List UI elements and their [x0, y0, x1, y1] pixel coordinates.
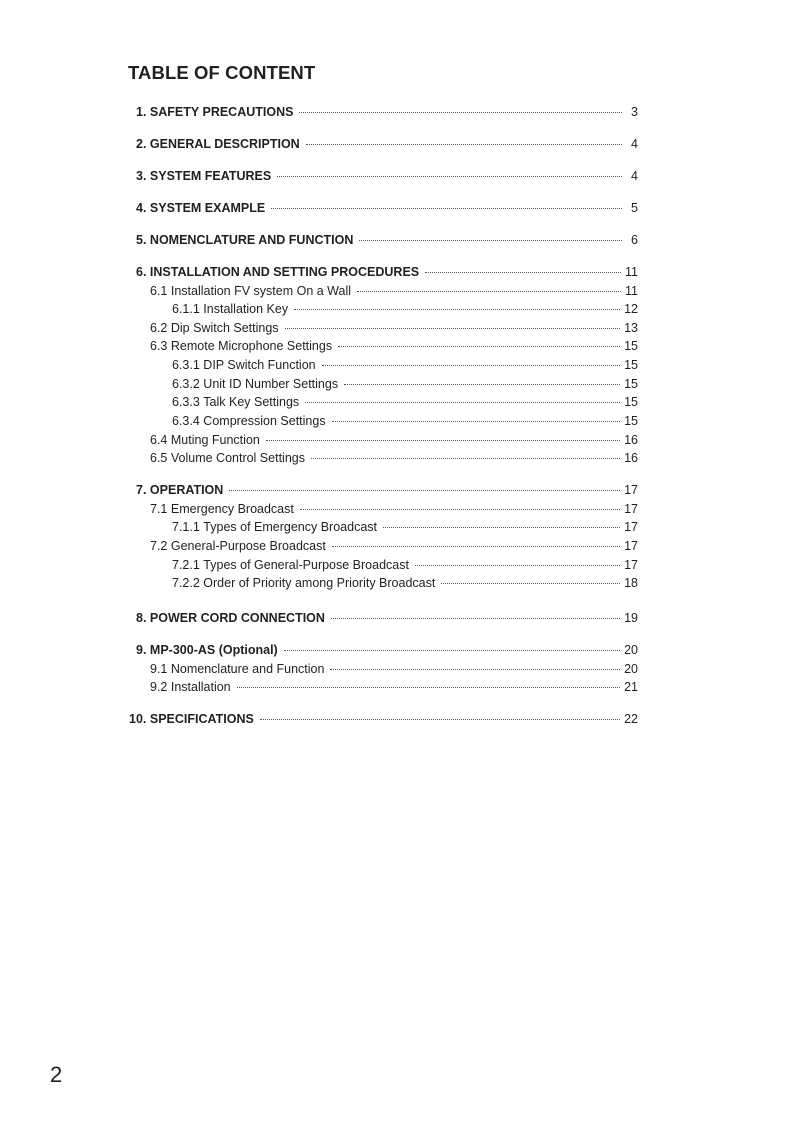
- toc-entry-title: SYSTEM EXAMPLE: [149, 201, 266, 215]
- toc-entry-page: 15: [624, 414, 638, 428]
- toc-entry: [150, 660, 638, 678]
- dot-leader: [415, 564, 620, 566]
- dot-leader: [383, 526, 620, 528]
- toc-entry-number: 9.2: [150, 680, 168, 694]
- toc-entry-title: Dip Switch Settings: [170, 321, 279, 335]
- toc-entry: [136, 263, 638, 281]
- toc-entry-page: 17: [624, 502, 638, 516]
- toc-entry-page: 15: [624, 358, 638, 372]
- toc-entry-number: 3.: [136, 169, 147, 183]
- toc-entry-title: INSTALLATION AND SETTING PROCEDURES: [149, 265, 420, 279]
- toc-entry-title: OPERATION: [149, 483, 224, 497]
- toc-entry-page: 15: [624, 377, 638, 391]
- toc-entry-page: 17: [624, 520, 638, 534]
- dot-leader: [260, 718, 620, 720]
- dot-leader: [359, 239, 622, 241]
- dot-leader: [285, 327, 621, 329]
- toc-entry-number: 7.2: [150, 539, 168, 553]
- page-number: 2: [50, 1062, 63, 1087]
- toc-entry-page: 12: [624, 302, 638, 316]
- toc-entry-number: 7.: [136, 483, 147, 497]
- dot-leader: [299, 111, 622, 113]
- toc-entry-number: 4.: [136, 201, 147, 215]
- toc-entry-title: Emergency Broadcast: [170, 502, 294, 516]
- dot-leader: [332, 545, 620, 547]
- toc-entry-page: 20: [624, 643, 638, 657]
- toc-entry: [129, 710, 638, 728]
- toc-entry-number: 2.: [136, 137, 147, 151]
- toc-entry-title: Remote Microphone Settings: [170, 339, 333, 353]
- dot-leader: [331, 617, 620, 619]
- toc-entry: [150, 500, 638, 518]
- dot-leader: [266, 439, 620, 441]
- toc-entry-title: Volume Control Settings: [170, 451, 305, 465]
- toc-entry: [136, 641, 638, 659]
- dot-leader: [357, 290, 621, 292]
- toc-entry-page: 20: [624, 662, 638, 676]
- toc-entry: [172, 518, 638, 536]
- toc-entry-title: SYSTEM FEATURES: [149, 169, 272, 183]
- toc-entry-number: 6.5: [150, 451, 168, 465]
- toc-entry-number: 6.1: [150, 284, 168, 298]
- dot-leader: [330, 668, 620, 670]
- toc-title: TABLE OF CONTENT: [128, 62, 316, 83]
- dot-leader: [306, 143, 622, 145]
- toc-entry-title: MP-300-AS (Optional): [149, 643, 278, 657]
- toc-entry: [150, 337, 638, 355]
- toc-entry-number: 7.2.1: [172, 558, 200, 572]
- toc-entry-page: 11: [625, 265, 638, 279]
- dot-leader: [338, 345, 620, 347]
- toc-entry: [150, 431, 638, 449]
- toc-entry-title: SAFETY PRECAUTIONS: [149, 105, 294, 119]
- toc-entry-page: 16: [624, 451, 638, 465]
- toc-entry-page: 18: [624, 576, 638, 590]
- toc-entry-title: Compression Settings: [203, 414, 326, 428]
- toc-entry-title: General-Purpose Broadcast: [170, 539, 326, 553]
- toc-entry-page: 5: [631, 201, 638, 215]
- dot-leader: [271, 207, 622, 209]
- toc-entry: [172, 393, 638, 411]
- dot-leader: [322, 364, 620, 366]
- toc-entry-page: 17: [624, 558, 638, 572]
- toc-entry-page: 6: [631, 233, 638, 247]
- toc-entry-title: NOMENCLATURE AND FUNCTION: [149, 233, 354, 247]
- toc-entry: [150, 282, 638, 300]
- toc-entry-number: 10.: [129, 712, 147, 726]
- toc-entry-number: 9.1: [150, 662, 168, 676]
- toc-entry-number: 9.: [136, 643, 147, 657]
- dot-leader: [284, 649, 620, 651]
- dot-leader: [332, 420, 621, 422]
- toc-entry-title: DIP Switch Function: [203, 358, 316, 372]
- toc-entry-title: GENERAL DESCRIPTION: [149, 137, 300, 151]
- toc-entry: [172, 556, 638, 574]
- toc-entry: [172, 574, 638, 592]
- toc-entry-title: Talk Key Settings: [203, 395, 300, 409]
- toc-entry-title: Muting Function: [170, 433, 260, 447]
- toc-entry-page: 11: [625, 284, 638, 298]
- toc-entry: [150, 678, 638, 696]
- toc-entry-page: 3: [631, 105, 638, 119]
- dot-leader: [277, 175, 622, 177]
- toc-entry-page: 13: [624, 321, 638, 335]
- toc-entry: [136, 609, 638, 627]
- toc-entry-number: 6.3.4: [172, 414, 200, 428]
- toc-entry: [136, 135, 638, 153]
- toc-entry-number: 7.1: [150, 502, 168, 516]
- toc-entry-page: 16: [624, 433, 638, 447]
- toc-entry-page: 15: [624, 395, 638, 409]
- dot-leader: [294, 308, 620, 310]
- toc-entry-title: SPECIFICATIONS: [149, 712, 254, 726]
- dot-leader: [344, 383, 620, 385]
- toc-entry: [136, 231, 638, 249]
- toc-entry-page: 15: [624, 339, 638, 353]
- toc-entry-number: 6.: [136, 265, 147, 279]
- toc-entry-page: 21: [624, 680, 638, 694]
- toc-entry-number: 8.: [136, 611, 147, 625]
- toc-entry-title: Unit ID Number Settings: [203, 377, 339, 391]
- toc-entry: [172, 300, 638, 318]
- toc-entry-number: 6.3.3: [172, 395, 200, 409]
- dot-leader: [311, 457, 620, 459]
- toc-entry-title: Order of Priority among Priority Broadcast: [203, 576, 436, 590]
- toc-entry-number: 1.: [136, 105, 147, 119]
- toc-entry: [172, 356, 638, 374]
- toc-entry-number: 6.2: [150, 321, 168, 335]
- toc-entry-number: 6.1.1: [172, 302, 200, 316]
- toc-entry: [136, 199, 638, 217]
- toc-entry-title: Types of Emergency Broadcast: [203, 520, 377, 534]
- toc-entry: [172, 412, 638, 430]
- toc-entry-page: 17: [624, 539, 638, 553]
- toc-entry: [150, 449, 638, 467]
- toc-entry: [150, 537, 638, 555]
- toc-entry-number: 6.3.2: [172, 377, 200, 391]
- toc-entry-number: 7.2.2: [172, 576, 200, 590]
- toc-entry-number: 6.3.1: [172, 358, 200, 372]
- toc-entry-page: 4: [631, 137, 638, 151]
- dot-leader: [305, 401, 620, 403]
- toc-entry: [136, 103, 638, 121]
- toc-entry: [136, 481, 638, 499]
- toc-entry-number: 5.: [136, 233, 147, 247]
- dot-leader: [237, 686, 620, 688]
- toc-entry: [150, 319, 638, 337]
- toc-entry-title: Installation FV system On a Wall: [170, 284, 352, 298]
- toc-entry: [136, 167, 638, 185]
- dot-leader: [441, 582, 620, 584]
- toc-entry-number: 6.3: [150, 339, 168, 353]
- toc-entry-page: 4: [631, 169, 638, 183]
- toc-entry-number: 7.1.1: [172, 520, 200, 534]
- toc-entry-number: 6.4: [150, 433, 168, 447]
- toc-entry-title: POWER CORD CONNECTION: [149, 611, 325, 625]
- toc-entry-title: Installation Key: [203, 302, 289, 316]
- toc-entry-page: 17: [624, 483, 638, 497]
- dot-leader: [425, 271, 621, 273]
- toc-entry-title: Types of General-Purpose Broadcast: [203, 558, 409, 572]
- toc-entry-title: Installation: [170, 680, 231, 694]
- dot-leader: [229, 489, 620, 491]
- toc-entry-title: Nomenclature and Function: [170, 662, 325, 676]
- toc-entry-page: 19: [624, 611, 638, 625]
- toc-entry-page: 22: [624, 712, 638, 726]
- dot-leader: [300, 508, 620, 510]
- toc-entry: [172, 375, 638, 393]
